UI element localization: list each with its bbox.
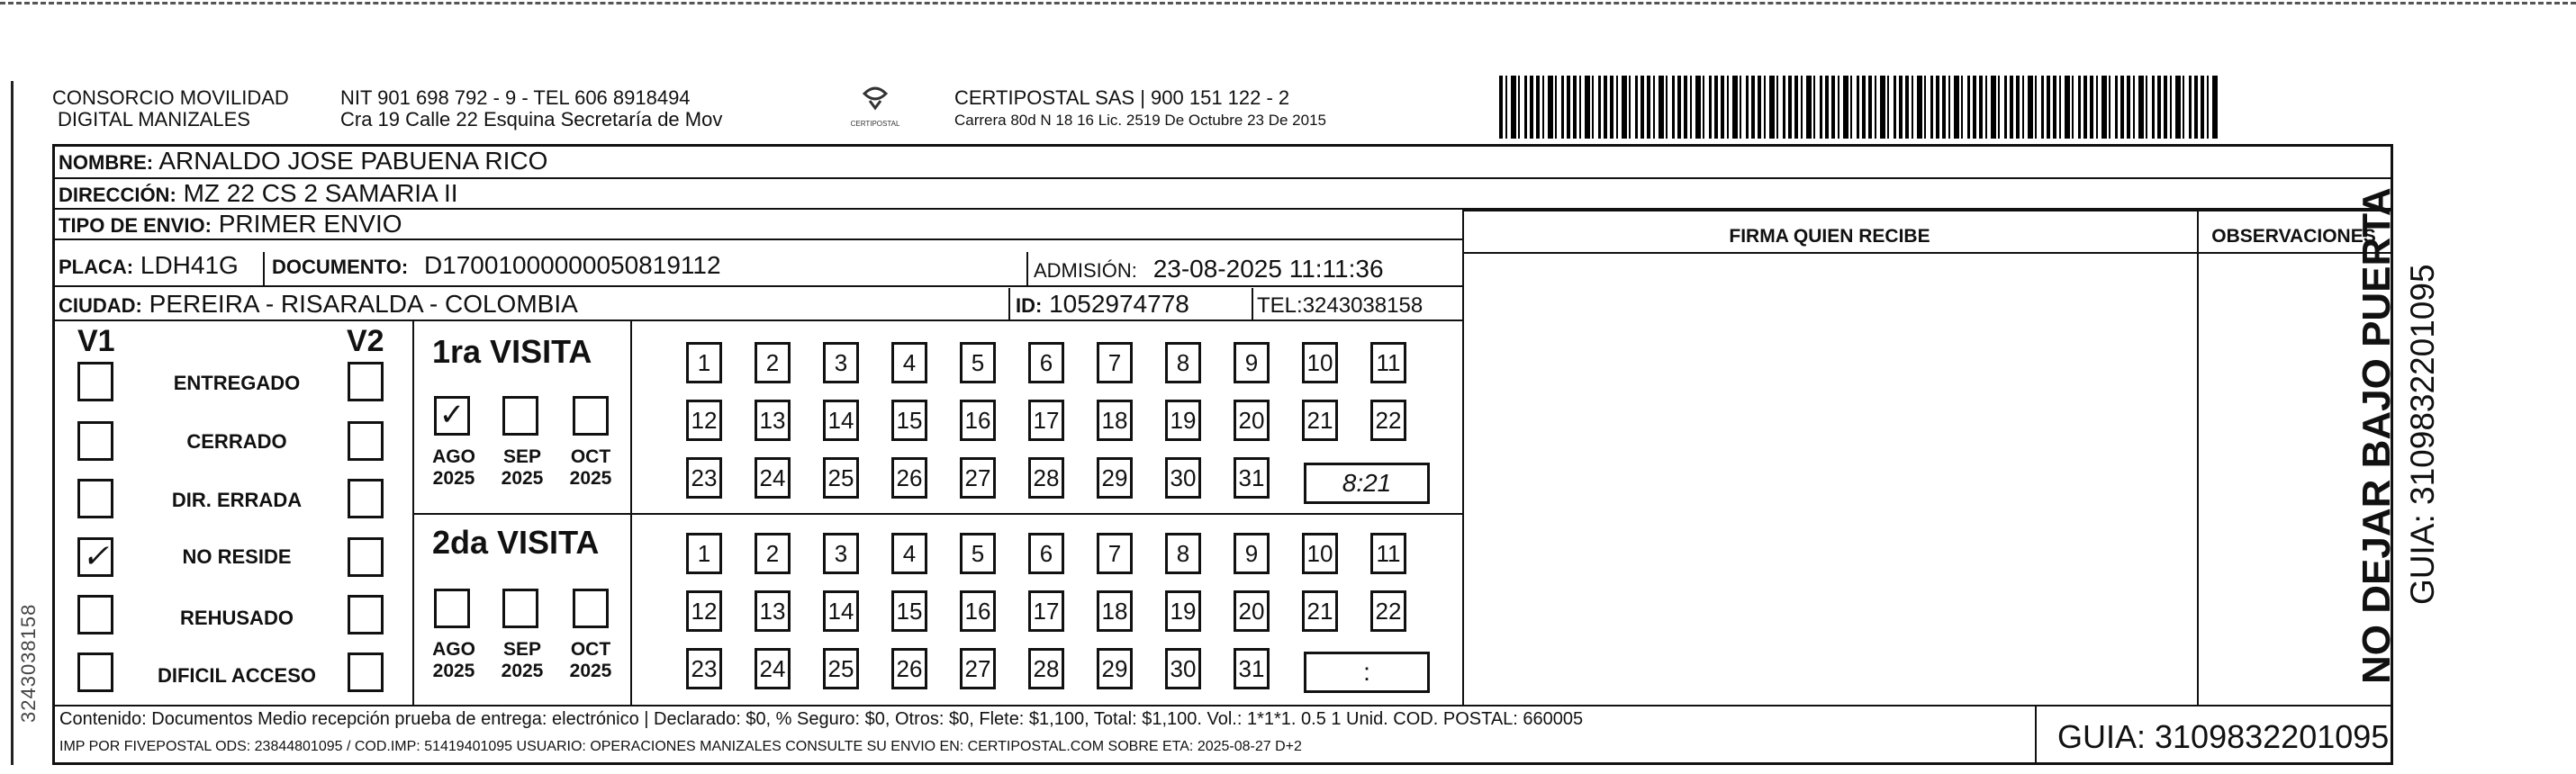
divider [263, 252, 265, 286]
status-cerrado: CERRADO [186, 430, 287, 453]
visit2-day-box[interactable]: 5 [960, 533, 996, 574]
visit1-month-ago: AGO 2025 [432, 446, 475, 489]
visit2-day-box[interactable]: 19 [1165, 590, 1201, 632]
visit1-day-box[interactable]: 8 [1165, 342, 1201, 383]
sender-address: Cra 19 Calle 22 Esquina Secretaría de Mov [340, 108, 723, 130]
barcode [1499, 76, 2219, 139]
visit2-day-box[interactable]: 22 [1370, 590, 1406, 632]
placa-field [59, 251, 239, 282]
visit1-day-box[interactable]: 21 [1302, 400, 1338, 441]
visit1-day-box[interactable]: 28 [1028, 457, 1064, 499]
v1-checkbox-entregado[interactable] [77, 362, 113, 401]
visit2-day-box[interactable]: 28 [1028, 648, 1064, 689]
visit2-day-box[interactable]: 20 [1234, 590, 1270, 632]
visit2-month-ago: AGO 2025 [432, 639, 475, 681]
visit2-day-box[interactable]: 11 [1370, 533, 1406, 574]
tipo-row [55, 210, 1462, 240]
firma-header: FIRMA QUIEN RECIBE [1729, 226, 1930, 247]
observaciones-column-border [2197, 210, 2199, 705]
footer-impresion: IMP POR FIVEPOSTAL ODS: 23844801095 / COD.IMP: 51419401095 USUARIO: OPERACIONES MANIZALES CONSULTE SU ENVIO EN: CERTIPOSTAL.COM SOBRE ETA: 2025-08-27 D+2 [59, 739, 1302, 754]
footer-guia: GUIA: 3109832201095 [2057, 718, 2390, 755]
ciudad-value: PEREIRA - RISARALDA - COLOMBIA [149, 290, 578, 318]
visit1-month-ago-box[interactable]: ✓ [434, 396, 470, 436]
v1-label: V1 [77, 324, 115, 358]
v2-checkbox-no-reside[interactable] [348, 537, 384, 577]
side-guia: GUIA: 3109832201095 [2404, 264, 2441, 605]
courier-address: Carrera 80d N 18 16 Lic. 2519 De Octubre 23 De 2015 [954, 112, 1326, 129]
visit1-day-box[interactable]: 27 [960, 457, 996, 499]
visit1-day-box[interactable]: 26 [891, 457, 927, 499]
visit2-month-sep: SEP 2025 [501, 639, 544, 681]
tipo-label: TIPO DE ENVIO: [59, 214, 212, 237]
observaciones-header: OBSERVACIONES [2211, 226, 2376, 247]
visit1-day-box[interactable]: 24 [755, 457, 791, 499]
visit2-day-box[interactable]: 16 [960, 590, 996, 632]
divider [1252, 288, 1253, 320]
visit1-day-box[interactable]: 12 [686, 400, 722, 441]
nombre-row [55, 147, 2391, 179]
divider [1008, 288, 1010, 320]
visit1-day-box[interactable]: 5 [960, 342, 996, 383]
admision-label: ADMISIÓN: [1034, 259, 1137, 282]
sender-name-2: DIGITAL MANIZALES [58, 108, 250, 130]
visit1-month-oct-box[interactable] [573, 396, 609, 436]
visit2-day-box[interactable]: 1 [686, 533, 722, 574]
visit2-month-oct-box[interactable] [573, 589, 609, 628]
visit2-day-box[interactable]: 9 [1234, 533, 1270, 574]
footer-contenido: Contenido: Documentos Medio recepción prueba de entrega: electrónico | Declarado: $0, % Seguro: $0, Otros: $0, Flete: $1,100, Total: $1,100. Vol.: 1*1*1. 0.5 1 Unid. COD. POSTAL: 660005 [59, 709, 1584, 729]
attempts-border [412, 320, 414, 705]
visit2-day-box[interactable]: 26 [891, 648, 927, 689]
logo-text: CERTIPOSTAL [850, 120, 900, 128]
visit2-month-oct: OCT 2025 [569, 639, 612, 681]
visit1-day-box[interactable]: 7 [1097, 342, 1133, 383]
v2-label: V2 [347, 324, 384, 358]
direccion-label: DIRECCIÓN: [59, 184, 176, 206]
visit1-day-box[interactable]: 3 [823, 342, 859, 383]
visit1-day-box[interactable]: 4 [891, 342, 927, 383]
cut-line [0, 2, 2576, 4]
documento-label: DOCUMENTO: [272, 256, 409, 278]
status-entregado: ENTREGADO [173, 372, 301, 394]
visit1-day-box[interactable]: 23 [686, 457, 722, 499]
left-border [11, 81, 14, 765]
visit1-day-box[interactable]: 9 [1234, 342, 1270, 383]
visit2-day-box[interactable]: 8 [1165, 533, 1201, 574]
sender-nit: NIT 901 698 792 - 9 - TEL 606 8918494 [340, 86, 691, 109]
visit2-day-box[interactable]: 18 [1097, 590, 1133, 632]
visit2-day-box[interactable]: 3 [823, 533, 859, 574]
v1-checkbox-no-reside[interactable]: ✓ [77, 537, 113, 577]
visit1-title: 1ra VISITA [432, 333, 592, 370]
visit1-day-box[interactable]: 16 [960, 400, 996, 441]
documento-field [272, 251, 721, 282]
admision-value: 23-08-2025 11:11:36 [1152, 255, 1384, 283]
visit1-day-box[interactable]: 30 [1165, 457, 1201, 499]
months-border [630, 320, 632, 705]
certipostal-logo [850, 81, 900, 135]
visit1-day-box[interactable]: 14 [823, 400, 859, 441]
visit2-day-box[interactable]: 2 [755, 533, 791, 574]
courier-name: CERTIPOSTAL SAS | 900 151 122 - 2 [954, 86, 1290, 109]
visit2-day-box[interactable]: 14 [823, 590, 859, 632]
visit2-day-box[interactable]: 31 [1234, 648, 1270, 689]
visit1-day-box[interactable]: 29 [1097, 457, 1133, 499]
visit1-day-box[interactable]: 6 [1028, 342, 1064, 383]
status-dir-errada: DIR. ERRADA [171, 489, 303, 511]
visit1-day-box[interactable]: 19 [1165, 400, 1201, 441]
visit2-day-box[interactable]: 17 [1028, 590, 1064, 632]
nombre-value: ARNALDO JOSE PABUENA RICO [158, 147, 548, 175]
v2-checkbox-cerrado[interactable] [348, 421, 384, 461]
columns-header-border [1462, 252, 2391, 254]
visit2-day-box[interactable]: 10 [1302, 533, 1338, 574]
visit1-day-box[interactable]: 31 [1234, 457, 1270, 499]
visit1-day-box[interactable]: 18 [1097, 400, 1133, 441]
v1-checkbox-dificil-acceso[interactable] [77, 652, 113, 692]
visit2-day-box[interactable]: 21 [1302, 590, 1338, 632]
visit2-day-box[interactable]: 24 [755, 648, 791, 689]
visit1-day-box[interactable]: 17 [1028, 400, 1064, 441]
placa-value: LDH41G [140, 251, 239, 279]
visit2-title: 2da VISITA [432, 524, 600, 561]
v1-checkbox-cerrado[interactable] [77, 421, 113, 461]
visit2-day-box[interactable]: 13 [755, 590, 791, 632]
visit2-day-box[interactable]: 29 [1097, 648, 1133, 689]
ciudad-label: CIUDAD: [59, 294, 142, 317]
visit1-day-box[interactable]: 2 [755, 342, 791, 383]
id-field [1016, 290, 1189, 320]
visit2-day-box[interactable]: 6 [1028, 533, 1064, 574]
status-rehusado: REHUSADO [180, 607, 294, 629]
visit2-day-box[interactable]: 25 [823, 648, 859, 689]
visit1-day-box[interactable]: 15 [891, 400, 927, 441]
firma-column-border [1462, 210, 1464, 705]
visit1-day-box[interactable]: 1 [686, 342, 722, 383]
visit2-day-box[interactable]: 12 [686, 590, 722, 632]
status-no-reside: NO RESIDE [182, 545, 292, 568]
visit1-day-box[interactable]: 13 [755, 400, 791, 441]
v2-checkbox-dificil-acceso[interactable] [348, 652, 384, 692]
visit1-day-box[interactable]: 11 [1370, 342, 1406, 383]
visit1-time[interactable]: 8:21 [1304, 463, 1430, 504]
tipo-value: PRIMER ENVIO [218, 210, 402, 238]
visit2-month-ago-box[interactable] [434, 589, 470, 628]
ciudad-field [59, 290, 578, 320]
tel-label: TEL: [1257, 293, 1303, 318]
no-dejar-bajo-puerta: NO DEJAR BAJO PUERTA [2355, 187, 2399, 684]
placa-label: PLACA: [59, 256, 134, 278]
visit2-time[interactable]: : [1304, 652, 1430, 693]
v2-checkbox-dir-errada[interactable] [348, 479, 384, 518]
visit1-day-box[interactable]: 25 [823, 457, 859, 499]
visit1-day-box[interactable]: 20 [1234, 400, 1270, 441]
visit2-day-box[interactable]: 27 [960, 648, 996, 689]
visit2-day-box[interactable]: 30 [1165, 648, 1201, 689]
visit2-day-box[interactable]: 23 [686, 648, 722, 689]
visit1-day-box[interactable]: 10 [1302, 342, 1338, 383]
documento-value: D17001000000050819112 [423, 251, 721, 279]
visit2-day-box[interactable]: 4 [891, 533, 927, 574]
visit1-month-sep: SEP 2025 [501, 446, 544, 489]
visit2-month-sep-box[interactable] [502, 589, 538, 628]
tel-value: 3243038158 [1302, 293, 1424, 318]
visit2-day-box[interactable]: 15 [891, 590, 927, 632]
sender-name-1: CONSORCIO MOVILIDAD [52, 86, 289, 109]
visit2-day-box[interactable]: 7 [1097, 533, 1133, 574]
nombre-label: NOMBRE: [59, 151, 154, 174]
columns-top-border [1462, 210, 2391, 212]
v1-checkbox-dir-errada[interactable] [77, 479, 113, 518]
footer-border [55, 705, 2391, 706]
tel-field [1257, 292, 1423, 320]
visit1-month-oct: OCT 2025 [569, 446, 612, 489]
v2-checkbox-entregado[interactable] [348, 362, 384, 401]
visit1-day-box[interactable]: 22 [1370, 400, 1406, 441]
v1-checkbox-rehusado[interactable] [77, 595, 113, 634]
left-margin-number: 3243038158 [17, 603, 40, 723]
status-dificil-acceso: DIFICIL ACCESO [157, 664, 316, 687]
id-value: 1052974778 [1049, 290, 1189, 318]
direccion-value: MZ 22 CS 2 SAMARIA II [183, 179, 458, 207]
direccion-row [55, 179, 2391, 210]
admision-field [1034, 255, 1384, 285]
footer-divider [2035, 705, 2037, 762]
visit-divider [412, 513, 1462, 515]
visit1-month-sep-box[interactable] [502, 396, 538, 436]
id-label: ID: [1016, 294, 1043, 317]
divider [1026, 252, 1028, 286]
v2-checkbox-rehusado[interactable] [348, 595, 384, 634]
